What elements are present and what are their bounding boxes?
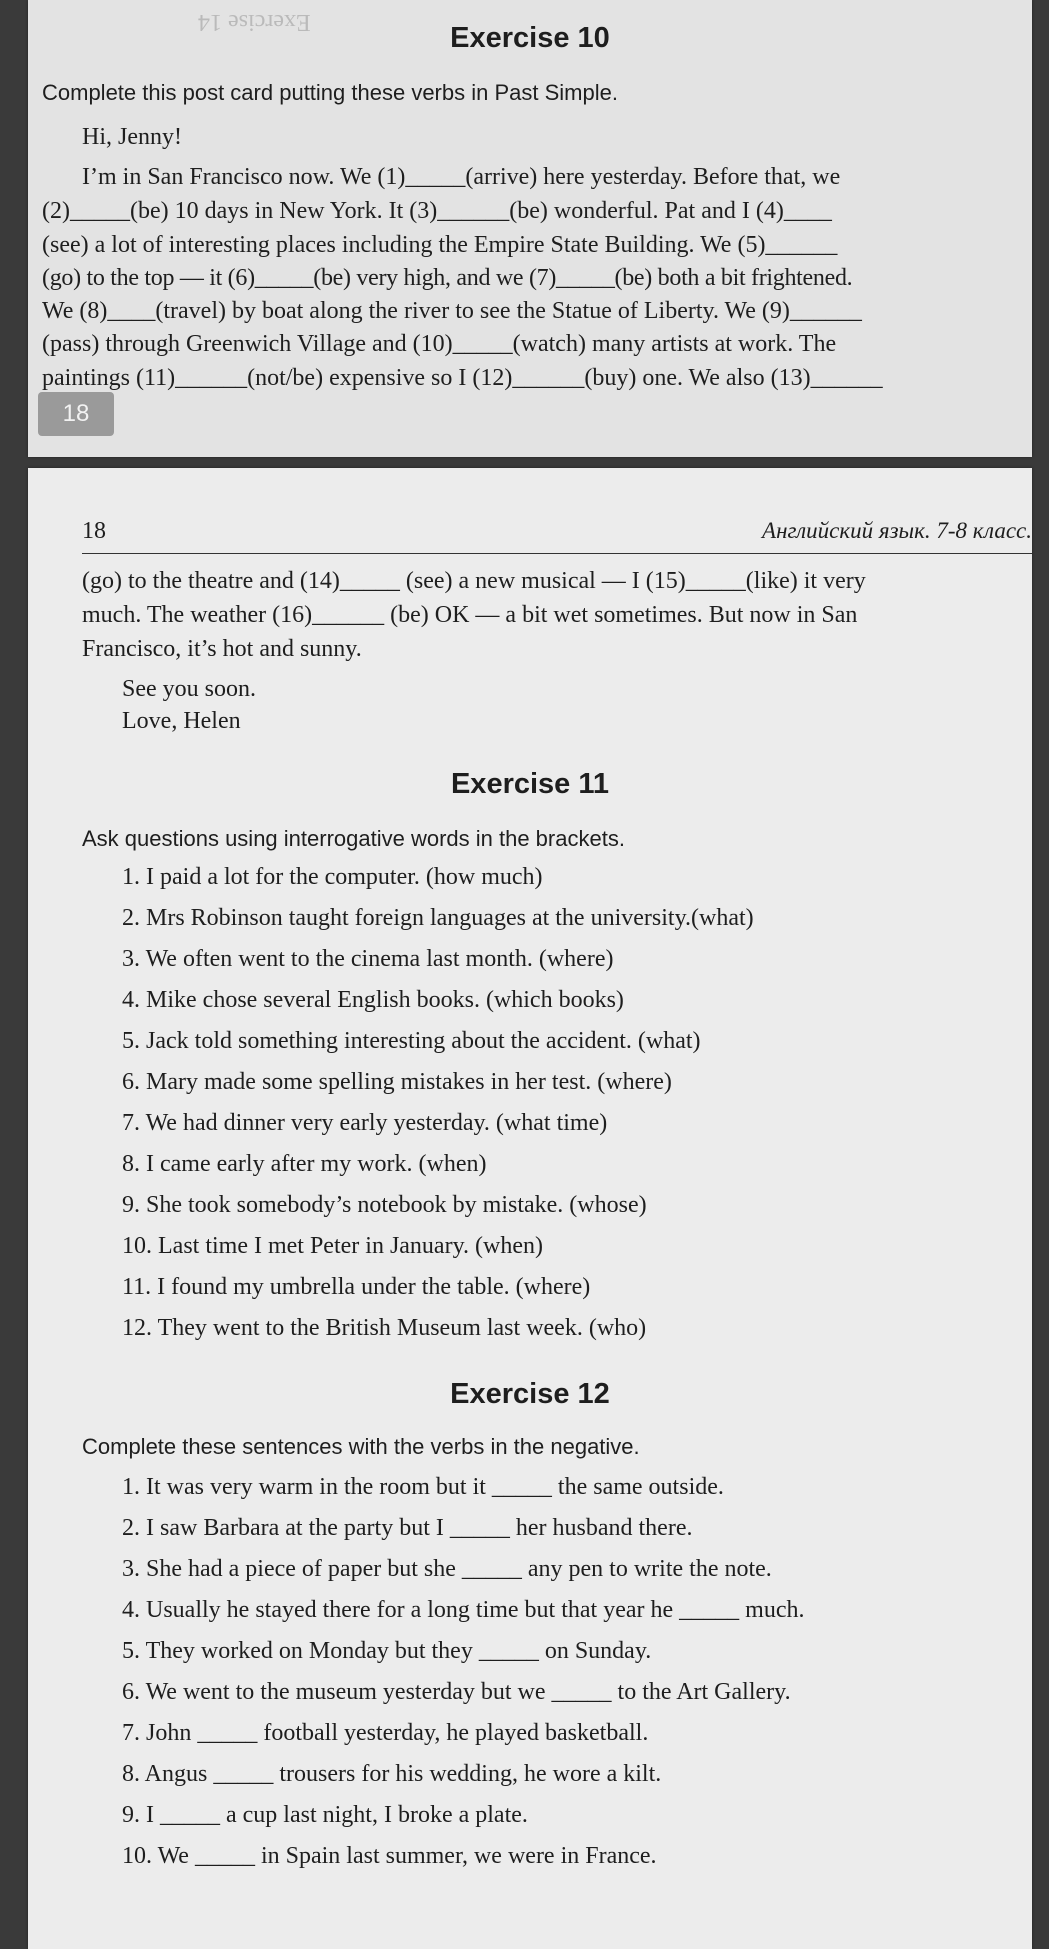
- postcard-continuation-line: much. The weather (16)______ (be) OK — a bit wet sometimes. But now in San: [82, 602, 858, 628]
- exercise-12-item: 3. She had a piece of paper but she _____ any pen to write the note.: [122, 1556, 772, 1582]
- exercise-12-item: 1. It was very warm in the room but it _____ the same outside.: [122, 1474, 724, 1500]
- exercise-12-item: 4. Usually he stayed there for a long time but that year he _____ much.: [122, 1597, 805, 1623]
- postcard-line: (2)_____(be) 10 days in New York. It (3)______(be) wonderful. Pat and I (4)____: [42, 198, 832, 224]
- exercise-11-instruction: Ask questions using interrogative words in the brackets.: [82, 826, 625, 851]
- postcard-line: I’m in San Francisco now. We (1)_____(arrive) here yesterday. Before that, we: [82, 164, 841, 190]
- postcard-signoff: See you soon.: [122, 676, 256, 702]
- exercise-12-item: 6. We went to the museum yesterday but we _____ to the Art Gallery.: [122, 1679, 791, 1705]
- header-divider: [82, 553, 1032, 554]
- exercise-12-item: 7. John _____ football yesterday, he played basketball.: [122, 1720, 649, 1746]
- exercise-11-item: 6. Mary made some spelling mistakes in her test. (where): [122, 1069, 672, 1095]
- postcard-continuation-line: Francisco, it’s hot and sunny.: [82, 636, 362, 662]
- exercise-11-item: 9. She took somebody’s notebook by mistake. (whose): [122, 1192, 647, 1218]
- exercise-11-item: 8. I came early after my work. (when): [122, 1151, 487, 1177]
- exercise-12-item: 9. I _____ a cup last night, I broke a plate.: [122, 1802, 528, 1828]
- exercise-10-instruction: Complete this post card putting these verbs in Past Simple.: [42, 80, 618, 105]
- exercise-11-item: 10. Last time I met Peter in January. (when): [122, 1233, 543, 1259]
- book-title: Английский язык. 7-8 класс.: [762, 518, 1032, 543]
- exercise-11-item: 5. Jack told something interesting about the accident. (what): [122, 1028, 701, 1054]
- page-number: 18: [82, 518, 106, 544]
- exercise-12-instruction: Complete these sentences with the verbs in the negative.: [82, 1434, 640, 1459]
- postcard-line: (go) to the top — it (6)_____(be) very high, and we (7)_____(be) both a bit frightened.: [42, 265, 853, 291]
- exercise-11-item: 3. We often went to the cinema last month. (where): [122, 946, 614, 972]
- exercise-11-item: 7. We had dinner very early yesterday. (what time): [122, 1110, 608, 1136]
- bottom-page: [28, 468, 1032, 1949]
- top-page: [28, 0, 1032, 457]
- exercise-12-item: 2. I saw Barbara at the party but I _____ her husband there.: [122, 1515, 693, 1541]
- exercise-12-title: Exercise 12: [450, 1378, 610, 1410]
- exercise-12-item: 8. Angus _____ trousers for his wedding, he wore a kilt.: [122, 1761, 662, 1787]
- exercise-11-item: 1. I paid a lot for the computer. (how much): [122, 864, 543, 890]
- exercise-11-item: 11. I found my umbrella under the table. (where): [122, 1274, 591, 1300]
- bleed-through-text: Exercise 14: [198, 9, 311, 35]
- exercise-11-item: 12. They went to the British Museum last week. (who): [122, 1315, 647, 1341]
- exercise-11-item: 4. Mike chose several English books. (which books): [122, 987, 624, 1013]
- postcard-signature: Love, Helen: [122, 708, 241, 734]
- page-number-badge: 18: [38, 392, 114, 436]
- postcard-greeting: Hi, Jenny!: [82, 124, 182, 150]
- postcard-line: paintings (11)______(not/be) expensive so I (12)______(buy) one. We also (13)______: [42, 365, 883, 391]
- exercise-12-item: 5. They worked on Monday but they _____ on Sunday.: [122, 1638, 652, 1664]
- exercise-11-item: 2. Mrs Robinson taught foreign languages at the university.(what): [122, 905, 754, 931]
- postcard-continuation-line: (go) to the theatre and (14)_____ (see) a new musical — I (15)_____(like) it very: [82, 568, 866, 594]
- exercise-10-title: Exercise 10: [450, 22, 610, 54]
- postcard-line: (pass) through Greenwich Village and (10)_____(watch) many artists at work. The: [42, 331, 837, 357]
- postcard-line: We (8)____(travel) by boat along the river to see the Statue of Liberty. We (9)______: [42, 298, 862, 324]
- exercise-12-item: 10. We _____ in Spain last summer, we were in France.: [122, 1843, 657, 1869]
- postcard-line: (see) a lot of interesting places including the Empire State Building. We (5)______: [42, 232, 838, 258]
- exercise-11-title: Exercise 11: [450, 768, 610, 800]
